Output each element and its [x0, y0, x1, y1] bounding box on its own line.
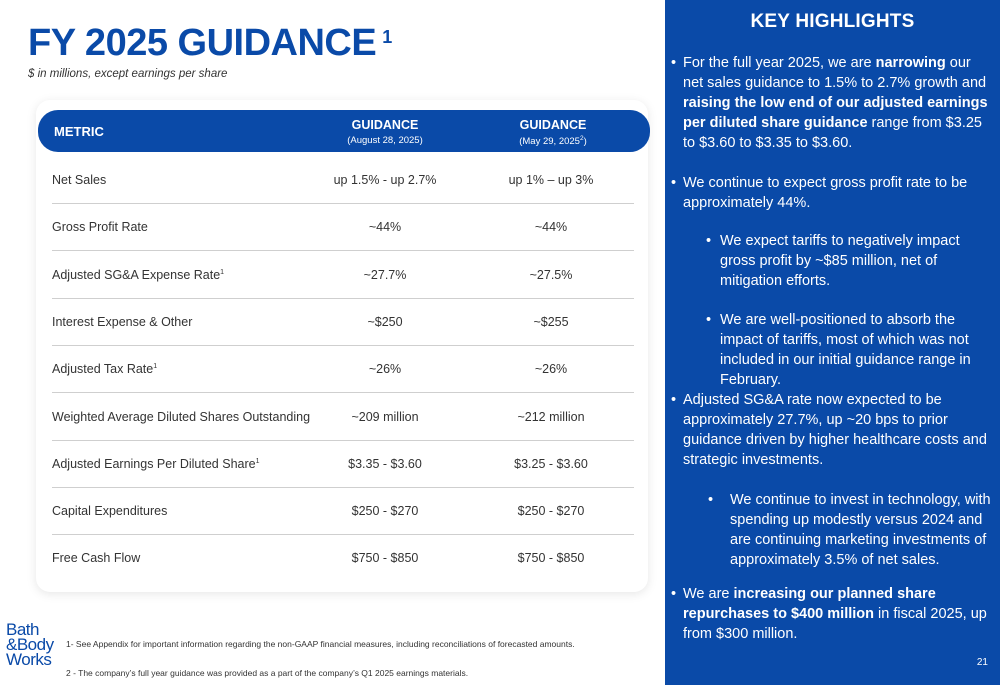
- table-row: [52, 488, 634, 535]
- row-guidance-may: ~212 million: [517, 409, 585, 424]
- header-guidance-august: [310, 118, 460, 146]
- row-guidance-august: ~27.7%: [363, 267, 407, 282]
- table-header: [38, 110, 650, 152]
- row-guidance-august: $250 - $270: [351, 504, 419, 519]
- key-highlights-panel: [665, 0, 1000, 685]
- highlight-text: For the full year 2025, we are: [683, 55, 876, 71]
- row-guidance-may: $750 - $850: [517, 551, 585, 566]
- row-metric-text: Net Sales: [52, 173, 107, 187]
- page-subtitle: $ in millions, except earnings per share: [28, 68, 228, 80]
- row-guidance-may: ~26%: [534, 362, 568, 377]
- header-guidance-august-title: GUIDANCE: [351, 118, 419, 132]
- highlight-narrowing: [671, 53, 993, 153]
- row-metric-text: Capital Expenditures: [52, 504, 168, 519]
- row-guidance-may: $250 - $270: [517, 504, 585, 519]
- highlight-text: We continue to invest in technology, with spending up modestly versus 2024 and are continuing marketing investments of approximately 3.5% of net sales.: [730, 492, 991, 568]
- row-guidance-august: ~$250: [367, 314, 403, 329]
- row-guidance-may: ~27.5%: [529, 267, 573, 282]
- row-metric: [52, 488, 167, 535]
- row-metric-text: Gross Profit Rate: [52, 220, 148, 235]
- highlight-bold: raising the low end of our adjusted earnings per diluted share guidance: [683, 95, 988, 131]
- title-footnote-marker: 1: [382, 27, 392, 47]
- highlight-text: in fiscal 2025, up from $300 million.: [683, 606, 987, 642]
- highlight-text: We expect tariffs to negatively impact gross profit by ~$85 million, net of mitigation efforts.: [720, 233, 960, 289]
- row-metric-text: Weighted Average Diluted Shares Outstanding: [52, 409, 311, 424]
- row-metric: [52, 346, 157, 393]
- logo-line-3: Works: [6, 650, 52, 669]
- footnote-2: 2 - The company’s full year guidance was provided as a part of the company’s Q1 2025 earnings materials.: [66, 668, 469, 678]
- row-metric-text: Adjusted Tax Rate: [52, 362, 154, 377]
- row-footnote-marker: 1: [255, 457, 260, 465]
- row-guidance-may: up 1% – up 3%: [508, 173, 594, 187]
- table-row: [52, 346, 634, 393]
- highlight-text: We are well-positioned to absorb the impact of tariffs, most of which was not included in our initial guidance range in February.: [720, 312, 971, 388]
- guidance-table: [36, 100, 648, 592]
- row-footnote-marker: 1: [220, 268, 225, 276]
- highlight-tariffs: [706, 231, 995, 291]
- bullet-dot: •: [671, 175, 677, 191]
- row-guidance-august: up 1.5% - up 2.7%: [333, 173, 437, 187]
- table-row: [52, 252, 634, 299]
- table-row: [52, 157, 634, 204]
- table-row: [52, 441, 634, 488]
- highlight-bold: narrowing: [875, 55, 946, 71]
- row-guidance-august: ~209 million: [351, 409, 419, 424]
- highlight-share-repurchases: [671, 584, 988, 644]
- highlight-well-positioned: [706, 310, 995, 390]
- header-guidance-august-date: (August 28, 2025): [347, 135, 423, 146]
- highlight-bold: increasing our planned share repurchases to $400 million: [683, 586, 936, 622]
- header-may-date-text: (May 29, 2025: [519, 136, 580, 148]
- header-guidance-may: [478, 118, 628, 147]
- logo-line-2: &Body: [6, 635, 54, 654]
- key-highlights-title: KEY HIGHLIGHTS: [750, 11, 915, 32]
- row-metric: [52, 204, 148, 251]
- highlight-text: our net sales guidance to 1.5% to 2.7% growth and: [683, 55, 987, 91]
- header-may-footnote-marker: 2: [579, 135, 584, 142]
- row-metric: [52, 441, 260, 488]
- highlight-technology: [708, 490, 995, 570]
- header-guidance-may-title: GUIDANCE: [519, 118, 587, 132]
- highlight-text: We are: [683, 586, 734, 602]
- row-guidance-may: ~44%: [534, 220, 568, 235]
- row-metric: [52, 535, 140, 582]
- bullet-dot: •: [706, 312, 712, 328]
- row-footnote-marker: 1: [153, 363, 158, 371]
- bullet-dot: •: [706, 233, 712, 249]
- row-metric-text: Adjusted SG&A Expense Rate: [52, 267, 221, 282]
- table-row: [52, 299, 634, 346]
- highlight-gross-profit: [671, 173, 983, 213]
- bath-body-works-logo: [6, 622, 56, 667]
- table-row: [52, 535, 634, 582]
- page-title: [28, 22, 392, 65]
- row-metric: [52, 299, 192, 346]
- row-metric-text: Interest Expense & Other: [52, 314, 193, 329]
- highlight-text: Adjusted SG&A rate now expected to be approximately 27.7%, up ~20 bps to prior guidance driven by higher healthcare costs and strategic investments.: [683, 392, 987, 468]
- table-row: [52, 394, 634, 441]
- row-metric-text: Free Cash Flow: [52, 551, 141, 566]
- row-metric: [52, 394, 310, 441]
- header-may-date-close: ): [583, 136, 587, 148]
- row-metric: [52, 157, 106, 204]
- row-guidance-may: $3.25 - $3.60: [514, 456, 588, 471]
- header-guidance-may-date: [478, 135, 628, 147]
- bullet-dot: •: [671, 392, 677, 408]
- row-guidance-august: ~26%: [368, 362, 402, 377]
- highlight-sga: [671, 390, 995, 470]
- highlight-text: We continue to expect gross profit rate to be approximately 44%.: [683, 175, 968, 211]
- row-guidance-august: ~44%: [368, 220, 402, 235]
- row-metric-text: Adjusted Earnings Per Diluted Share: [52, 456, 256, 471]
- row-guidance-august: $3.35 - $3.60: [348, 456, 422, 471]
- table-row: [52, 204, 634, 251]
- bullet-dot: •: [671, 586, 677, 602]
- highlight-text: range from $3.25 to $3.60 to $3.35 to $3.60.: [683, 115, 982, 151]
- bullet-dot: •: [671, 55, 677, 71]
- page-title-text: FY 2025 GUIDANCE: [28, 22, 377, 64]
- row-guidance-may: ~$255: [533, 314, 569, 329]
- row-guidance-august: $750 - $850: [351, 551, 419, 566]
- page-number: 21: [976, 657, 988, 668]
- logo-line-1: Bath: [6, 620, 39, 639]
- row-metric: [52, 252, 224, 299]
- bullet-dot: •: [708, 492, 714, 508]
- header-metric: METRIC: [54, 124, 104, 139]
- footnote-1: 1- See Appendix for important information regarding the non-GAAP financial measures, including reconciliations of forecasted amounts.: [66, 639, 575, 649]
